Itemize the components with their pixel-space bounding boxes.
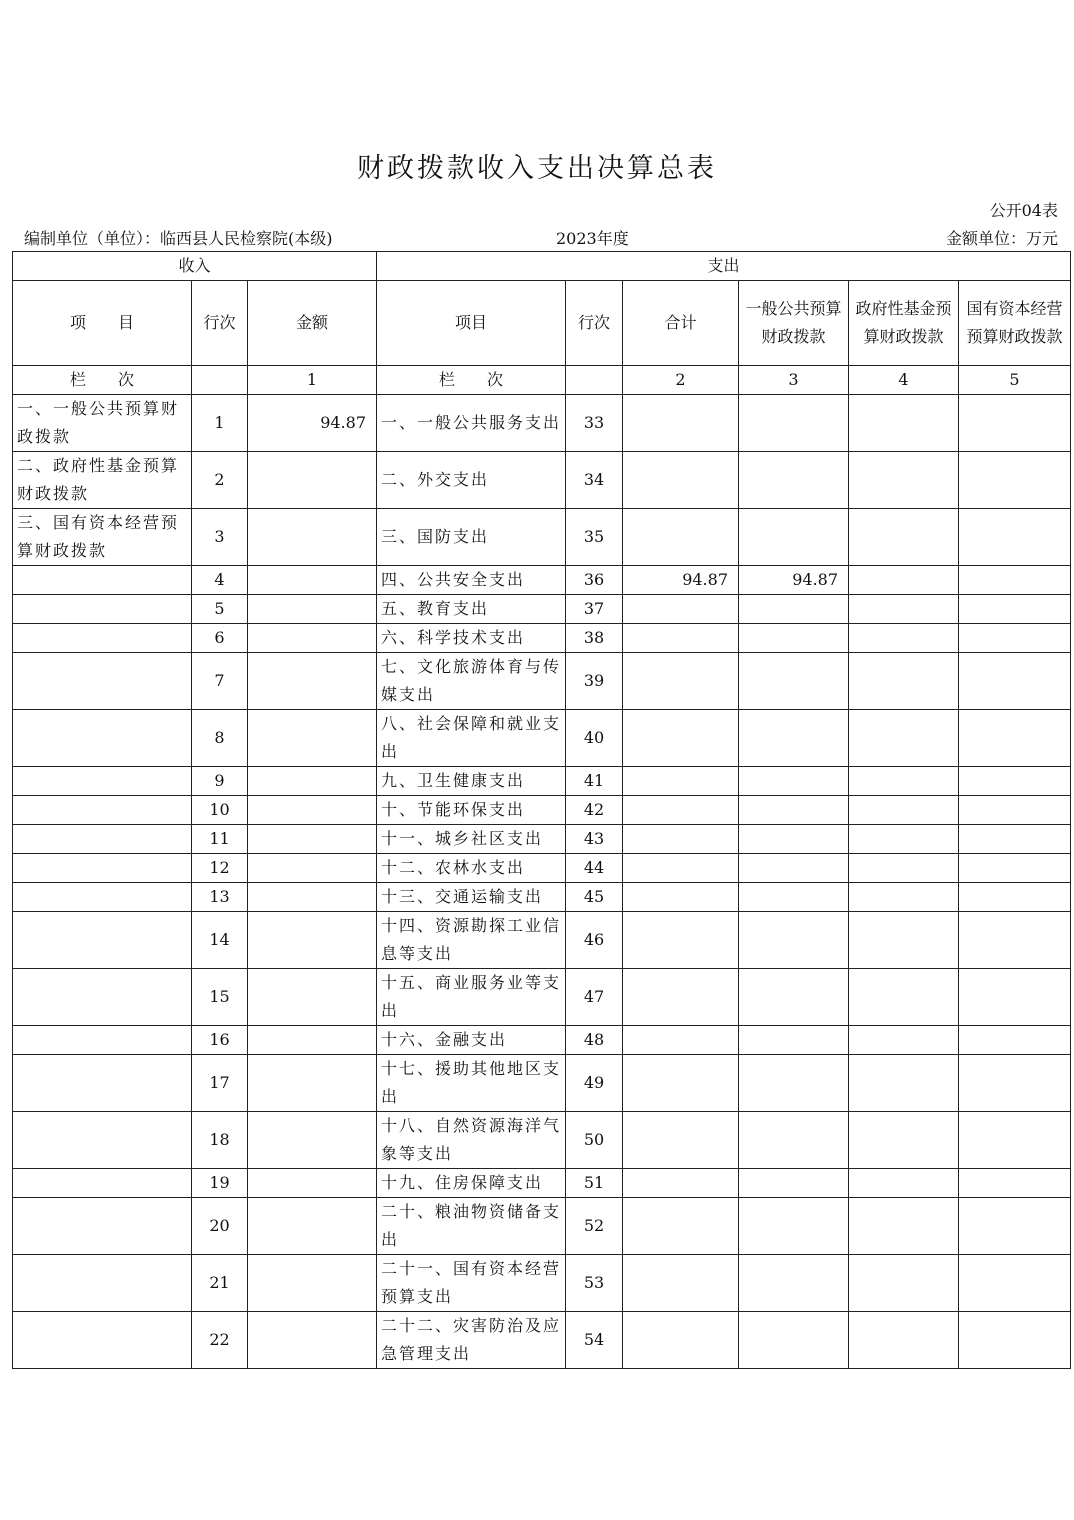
income-item-cell bbox=[13, 1026, 192, 1055]
fund-budget-cell bbox=[849, 825, 959, 854]
total-cell bbox=[623, 653, 739, 710]
state-capital-cell bbox=[959, 854, 1071, 883]
column-index-blank-2 bbox=[566, 366, 623, 395]
income-line-cell: 12 bbox=[192, 854, 248, 883]
general-budget-cell bbox=[739, 509, 849, 566]
fund-budget-cell bbox=[849, 1169, 959, 1198]
total-cell bbox=[623, 796, 739, 825]
income-line-cell: 17 bbox=[192, 1055, 248, 1112]
fund-budget-cell bbox=[849, 796, 959, 825]
expense-line-cell: 54 bbox=[566, 1312, 623, 1369]
income-item-cell bbox=[13, 1198, 192, 1255]
expense-line-cell: 51 bbox=[566, 1169, 623, 1198]
page-title: 财政拨款收入支出决算总表 bbox=[357, 153, 717, 184]
income-line-cell: 6 bbox=[192, 624, 248, 653]
general-budget-cell bbox=[739, 1255, 849, 1312]
income-amount-cell bbox=[248, 595, 377, 624]
state-capital-cell bbox=[959, 624, 1071, 653]
expense-line-cell: 33 bbox=[566, 395, 623, 452]
expense-item-cell: 八、社会保障和就业支出 bbox=[377, 710, 566, 767]
expense-item-cell: 十五、商业服务业等支出 bbox=[377, 969, 566, 1026]
column-index-label-2: 栏 次 bbox=[377, 366, 566, 395]
expense-line-cell: 49 bbox=[566, 1055, 623, 1112]
expense-item-cell: 六、科学技术支出 bbox=[377, 624, 566, 653]
table-row bbox=[13, 395, 1071, 452]
state-capital-header: 国有资本经营预算财政拨款 bbox=[959, 281, 1071, 366]
income-item-cell bbox=[13, 653, 192, 710]
income-amount-cell bbox=[248, 1055, 377, 1112]
state-capital-cell bbox=[959, 1169, 1071, 1198]
total-cell bbox=[623, 1169, 739, 1198]
expense-line-cell: 47 bbox=[566, 969, 623, 1026]
table-row bbox=[13, 1026, 1071, 1055]
income-amount-cell bbox=[248, 854, 377, 883]
fund-budget-cell bbox=[849, 912, 959, 969]
expense-item-cell: 四、公共安全支出 bbox=[377, 566, 566, 595]
fund-budget-header: 政府性基金预算财政拨款 bbox=[849, 281, 959, 366]
general-budget-cell bbox=[739, 1026, 849, 1055]
general-budget-cell bbox=[739, 452, 849, 509]
table-row bbox=[13, 452, 1071, 509]
income-item-cell bbox=[13, 767, 192, 796]
general-budget-cell bbox=[739, 1169, 849, 1198]
state-capital-cell bbox=[959, 1312, 1071, 1369]
column-index-label: 栏 次 bbox=[13, 366, 192, 395]
expense-line-cell: 39 bbox=[566, 653, 623, 710]
total-header: 合计 bbox=[623, 281, 739, 366]
income-line-header: 行次 bbox=[192, 281, 248, 366]
expense-item-cell: 二十一、国有资本经营预算支出 bbox=[377, 1255, 566, 1312]
income-line-cell: 11 bbox=[192, 825, 248, 854]
income-item-cell bbox=[13, 1112, 192, 1169]
state-capital-cell bbox=[959, 1112, 1071, 1169]
income-item-cell bbox=[13, 1055, 192, 1112]
income-item-cell bbox=[13, 710, 192, 767]
expense-line-cell: 37 bbox=[566, 595, 623, 624]
table-row bbox=[13, 595, 1071, 624]
expense-line-cell: 53 bbox=[566, 1255, 623, 1312]
income-line-cell: 22 bbox=[192, 1312, 248, 1369]
general-budget-header: 一般公共预算财政拨款 bbox=[739, 281, 849, 366]
income-item-header: 项 目 bbox=[13, 281, 192, 366]
income-amount-cell bbox=[248, 1169, 377, 1198]
expense-line-cell: 34 bbox=[566, 452, 623, 509]
general-budget-cell: 94.87 bbox=[739, 566, 849, 595]
table-row bbox=[13, 825, 1071, 854]
income-amount-cell bbox=[248, 912, 377, 969]
income-header: 收入 bbox=[13, 252, 377, 281]
table-row bbox=[13, 1198, 1071, 1255]
state-capital-cell bbox=[959, 1198, 1071, 1255]
expense-item-cell: 二、外交支出 bbox=[377, 452, 566, 509]
income-item-cell: 三、国有资本经营预算财政拨款 bbox=[13, 509, 192, 566]
fund-budget-cell bbox=[849, 653, 959, 710]
general-budget-cell bbox=[739, 1312, 849, 1369]
column-index-5: 5 bbox=[959, 366, 1071, 395]
expense-item-cell: 二十二、灾害防治及应急管理支出 bbox=[377, 1312, 566, 1369]
table-row bbox=[13, 912, 1071, 969]
fund-budget-cell bbox=[849, 1198, 959, 1255]
income-item-cell bbox=[13, 854, 192, 883]
expense-item-cell: 五、教育支出 bbox=[377, 595, 566, 624]
state-capital-cell bbox=[959, 767, 1071, 796]
income-item-cell: 二、政府性基金预算财政拨款 bbox=[13, 452, 192, 509]
compiling-unit: 编制单位（单位）：临西县人民检察院(本级) bbox=[24, 229, 333, 248]
state-capital-cell bbox=[959, 825, 1071, 854]
fiscal-year: 2023年度 bbox=[556, 229, 629, 248]
expense-line-cell: 38 bbox=[566, 624, 623, 653]
income-line-cell: 13 bbox=[192, 883, 248, 912]
state-capital-cell bbox=[959, 395, 1071, 452]
income-item-cell bbox=[13, 912, 192, 969]
table-row bbox=[13, 767, 1071, 796]
expense-line-cell: 52 bbox=[566, 1198, 623, 1255]
total-cell bbox=[623, 452, 739, 509]
income-line-cell: 9 bbox=[192, 767, 248, 796]
appropriation-summary-table bbox=[12, 251, 1071, 1369]
table-row bbox=[13, 653, 1071, 710]
expense-item-cell: 九、卫生健康支出 bbox=[377, 767, 566, 796]
income-amount-cell bbox=[248, 796, 377, 825]
expense-line-cell: 42 bbox=[566, 796, 623, 825]
total-cell bbox=[623, 624, 739, 653]
total-cell bbox=[623, 1255, 739, 1312]
income-line-cell: 7 bbox=[192, 653, 248, 710]
income-line-cell: 10 bbox=[192, 796, 248, 825]
income-amount-cell bbox=[248, 653, 377, 710]
table-row bbox=[13, 1112, 1071, 1169]
table-row bbox=[13, 1169, 1071, 1198]
total-cell bbox=[623, 883, 739, 912]
expense-item-cell: 七、文化旅游体育与传媒支出 bbox=[377, 653, 566, 710]
table-row bbox=[13, 624, 1071, 653]
table-row bbox=[13, 1312, 1071, 1369]
table-row bbox=[13, 1255, 1071, 1312]
state-capital-cell bbox=[959, 595, 1071, 624]
state-capital-cell bbox=[959, 452, 1071, 509]
expense-line-cell: 46 bbox=[566, 912, 623, 969]
income-line-cell: 1 bbox=[192, 395, 248, 452]
fund-budget-cell bbox=[849, 566, 959, 595]
income-item-cell bbox=[13, 1169, 192, 1198]
expense-item-cell: 二十、粮油物资储备支出 bbox=[377, 1198, 566, 1255]
income-item-cell bbox=[13, 796, 192, 825]
income-line-cell: 8 bbox=[192, 710, 248, 767]
income-line-cell: 4 bbox=[192, 566, 248, 595]
income-amount-cell bbox=[248, 825, 377, 854]
fund-budget-cell bbox=[849, 1255, 959, 1312]
fund-budget-cell bbox=[849, 883, 959, 912]
expense-line-cell: 35 bbox=[566, 509, 623, 566]
state-capital-cell bbox=[959, 1055, 1071, 1112]
general-budget-cell bbox=[739, 653, 849, 710]
expense-item-cell: 十一、城乡社区支出 bbox=[377, 825, 566, 854]
fund-budget-cell bbox=[849, 595, 959, 624]
fund-budget-cell bbox=[849, 395, 959, 452]
income-amount-cell bbox=[248, 566, 377, 595]
state-capital-cell bbox=[959, 912, 1071, 969]
table-row bbox=[13, 509, 1071, 566]
total-cell bbox=[623, 854, 739, 883]
income-item-cell: 一、一般公共预算财政拨款 bbox=[13, 395, 192, 452]
expense-item-cell: 十六、金融支出 bbox=[377, 1026, 566, 1055]
table-row bbox=[13, 710, 1071, 767]
table-row bbox=[13, 969, 1071, 1026]
income-amount-cell: 94.87 bbox=[248, 395, 377, 452]
state-capital-cell bbox=[959, 883, 1071, 912]
expense-item-cell: 十八、自然资源海洋气象等支出 bbox=[377, 1112, 566, 1169]
column-index-blank bbox=[192, 366, 248, 395]
fund-budget-cell bbox=[849, 710, 959, 767]
income-line-cell: 15 bbox=[192, 969, 248, 1026]
income-amount-cell bbox=[248, 710, 377, 767]
income-item-cell bbox=[13, 624, 192, 653]
general-budget-cell bbox=[739, 624, 849, 653]
income-amount-cell bbox=[248, 767, 377, 796]
income-amount-cell bbox=[248, 1198, 377, 1255]
general-budget-cell bbox=[739, 912, 849, 969]
state-capital-cell bbox=[959, 1255, 1071, 1312]
expense-item-header: 项目 bbox=[377, 281, 566, 366]
expense-line-cell: 36 bbox=[566, 566, 623, 595]
general-budget-cell bbox=[739, 796, 849, 825]
state-capital-cell bbox=[959, 710, 1071, 767]
expense-item-cell: 十九、住房保障支出 bbox=[377, 1169, 566, 1198]
expense-line-cell: 48 bbox=[566, 1026, 623, 1055]
income-amount-cell bbox=[248, 1255, 377, 1312]
state-capital-cell bbox=[959, 796, 1071, 825]
income-item-cell bbox=[13, 883, 192, 912]
income-amount-cell bbox=[248, 509, 377, 566]
income-item-cell bbox=[13, 566, 192, 595]
money-unit: 金额单位：万元 bbox=[945, 229, 1058, 248]
income-amount-cell bbox=[248, 883, 377, 912]
general-budget-cell bbox=[739, 969, 849, 1026]
table-row bbox=[13, 854, 1071, 883]
income-line-cell: 19 bbox=[192, 1169, 248, 1198]
income-amount-cell bbox=[248, 624, 377, 653]
expense-item-cell: 十、节能环保支出 bbox=[377, 796, 566, 825]
income-line-cell: 18 bbox=[192, 1112, 248, 1169]
total-cell bbox=[623, 1026, 739, 1055]
income-line-cell: 20 bbox=[192, 1198, 248, 1255]
income-line-cell: 5 bbox=[192, 595, 248, 624]
expense-item-cell: 十二、农林水支出 bbox=[377, 854, 566, 883]
table-row bbox=[13, 1055, 1071, 1112]
total-cell bbox=[623, 912, 739, 969]
general-budget-cell bbox=[739, 883, 849, 912]
fund-budget-cell bbox=[849, 1055, 959, 1112]
table-row bbox=[13, 566, 1071, 595]
income-amount-cell bbox=[248, 1112, 377, 1169]
fund-budget-cell bbox=[849, 767, 959, 796]
total-cell bbox=[623, 1055, 739, 1112]
expense-item-cell: 十七、援助其他地区支出 bbox=[377, 1055, 566, 1112]
total-cell bbox=[623, 1112, 739, 1169]
income-item-cell bbox=[13, 595, 192, 624]
table-row bbox=[13, 796, 1071, 825]
income-line-cell: 2 bbox=[192, 452, 248, 509]
expense-item-cell: 十三、交通运输支出 bbox=[377, 883, 566, 912]
total-cell bbox=[623, 1198, 739, 1255]
general-budget-cell bbox=[739, 595, 849, 624]
fund-budget-cell bbox=[849, 1112, 959, 1169]
column-index-4: 4 bbox=[849, 366, 959, 395]
fund-budget-cell bbox=[849, 452, 959, 509]
form-number: 公开04表 bbox=[989, 201, 1058, 220]
expense-line-cell: 40 bbox=[566, 710, 623, 767]
fund-budget-cell bbox=[849, 854, 959, 883]
income-line-cell: 21 bbox=[192, 1255, 248, 1312]
general-budget-cell bbox=[739, 1112, 849, 1169]
total-cell bbox=[623, 509, 739, 566]
fund-budget-cell bbox=[849, 624, 959, 653]
expense-line-cell: 50 bbox=[566, 1112, 623, 1169]
expense-item-cell: 十四、资源勘探工业信息等支出 bbox=[377, 912, 566, 969]
general-budget-cell bbox=[739, 825, 849, 854]
income-amount-cell bbox=[248, 452, 377, 509]
income-line-cell: 14 bbox=[192, 912, 248, 969]
expense-line-header: 行次 bbox=[566, 281, 623, 366]
income-item-cell bbox=[13, 825, 192, 854]
expense-item-cell: 三、国防支出 bbox=[377, 509, 566, 566]
fund-budget-cell bbox=[849, 969, 959, 1026]
expense-line-cell: 43 bbox=[566, 825, 623, 854]
total-cell bbox=[623, 595, 739, 624]
income-amount-cell bbox=[248, 969, 377, 1026]
general-budget-cell bbox=[739, 854, 849, 883]
total-cell bbox=[623, 1312, 739, 1369]
income-amount-header: 金额 bbox=[248, 281, 377, 366]
state-capital-cell bbox=[959, 969, 1071, 1026]
total-cell bbox=[623, 825, 739, 854]
total-cell bbox=[623, 767, 739, 796]
income-item-cell bbox=[13, 1312, 192, 1369]
income-amount-cell bbox=[248, 1312, 377, 1369]
column-index-3: 3 bbox=[739, 366, 849, 395]
total-cell bbox=[623, 969, 739, 1026]
expense-header: 支出 bbox=[377, 252, 1071, 281]
fund-budget-cell bbox=[849, 509, 959, 566]
general-budget-cell bbox=[739, 395, 849, 452]
general-budget-cell bbox=[739, 710, 849, 767]
income-line-cell: 16 bbox=[192, 1026, 248, 1055]
total-cell bbox=[623, 710, 739, 767]
column-index-2: 2 bbox=[623, 366, 739, 395]
state-capital-cell bbox=[959, 653, 1071, 710]
state-capital-cell bbox=[959, 1026, 1071, 1055]
income-amount-cell bbox=[248, 1026, 377, 1055]
state-capital-cell bbox=[959, 566, 1071, 595]
state-capital-cell bbox=[959, 509, 1071, 566]
fund-budget-cell bbox=[849, 1026, 959, 1055]
expense-line-cell: 41 bbox=[566, 767, 623, 796]
fund-budget-cell bbox=[849, 1312, 959, 1369]
expense-item-cell: 一、一般公共服务支出 bbox=[377, 395, 566, 452]
income-line-cell: 3 bbox=[192, 509, 248, 566]
income-item-cell bbox=[13, 969, 192, 1026]
general-budget-cell bbox=[739, 1198, 849, 1255]
total-cell: 94.87 bbox=[623, 566, 739, 595]
general-budget-cell bbox=[739, 767, 849, 796]
expense-line-cell: 44 bbox=[566, 854, 623, 883]
total-cell bbox=[623, 395, 739, 452]
general-budget-cell bbox=[739, 1055, 849, 1112]
expense-line-cell: 45 bbox=[566, 883, 623, 912]
table-row bbox=[13, 883, 1071, 912]
column-index-1: 1 bbox=[248, 366, 377, 395]
income-item-cell bbox=[13, 1255, 192, 1312]
